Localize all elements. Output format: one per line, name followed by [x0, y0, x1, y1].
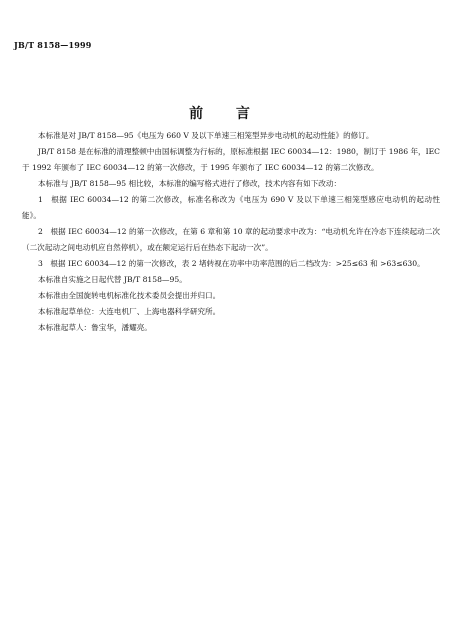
- paragraph: 本标准起草单位：大连电机厂、上海电器科学研究所。: [38, 307, 221, 316]
- paragraph: JB/T 8158 是在标准的清理整顿中由国标调整为行标的，原标准根据 IEC 60034—12：1980，制订于 1986 年，IEC 于 1992 年颁布了 IEC 60034—12 的第一次修改，于 1995 年颁布了 IEC 60034—12 的第二次修改。: [22, 147, 440, 172]
- paragraph: 本标准由全国旋转电机标准化技术委员会提出并归口。: [38, 291, 221, 300]
- paragraph: 3 根据 IEC 60034—12 的第一次修改，表 2 堵转视在功率中功率范围的后二档改为：>25≤63 和 >63≤630。: [38, 259, 425, 268]
- paragraph: 本标准自实施之日起代替 JB/T 8158—95。: [38, 275, 187, 284]
- standard-number: JB/T 8158—1999: [14, 40, 92, 50]
- paragraph: 1 根据 IEC 60034—12 的第二次修改，标准名称改为《电压为 690 V 及以下单速三相笼型感应电动机的起动性能》。: [22, 195, 440, 220]
- paragraph: 本标准与 JB/T 8158—95 相比较，本标准的编写格式进行了修改，技术内容有如下改动：: [38, 179, 342, 188]
- paragraph: 2 根据 IEC 60034—12 的第一次修改，在第 6 章和第 10 章的起动要求中改为：“电动机允许在冷态下连续起动二次（二次起动之间电动机应自然停机），或在额定运行后在热态下起动一次”。: [22, 227, 440, 252]
- paragraph: 本标准是对 JB/T 8158—95《电压为 660 V 及以下单速三相笼型异步电动机的起动性能》的修订。: [38, 131, 374, 140]
- preface-body: [22, 128, 440, 336]
- page-title: 前 言: [189, 106, 264, 122]
- paragraph: 本标准起草人：鲁宝华，潘耀亮。: [38, 323, 152, 332]
